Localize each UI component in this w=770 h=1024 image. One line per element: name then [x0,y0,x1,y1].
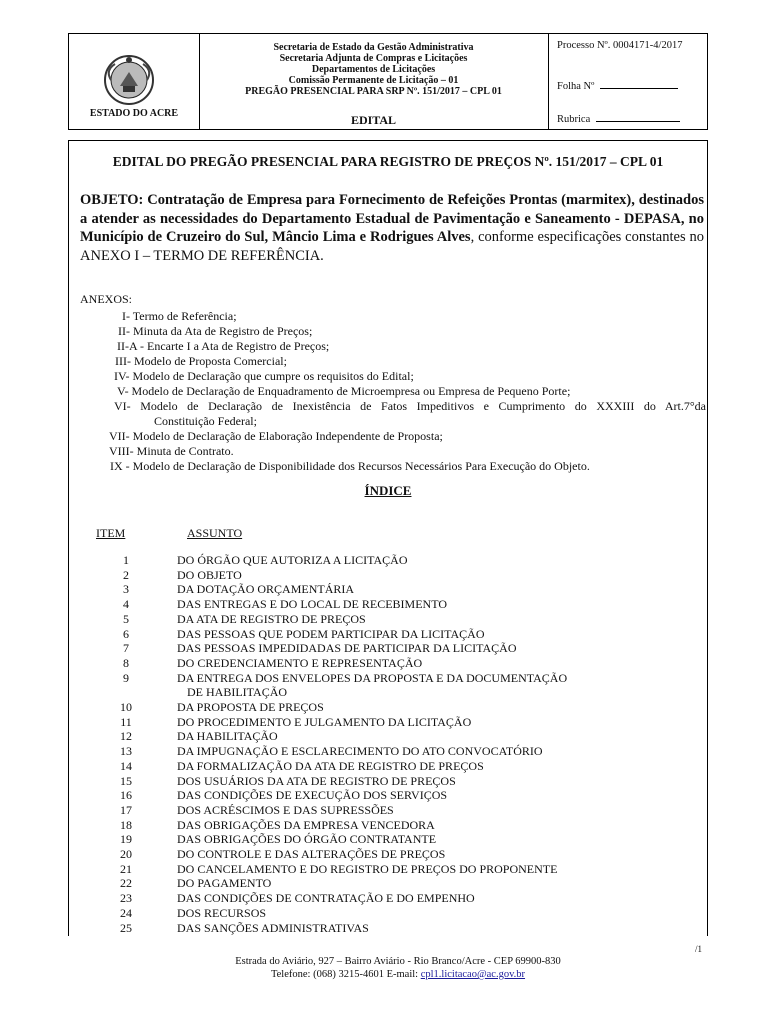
index-row-subject: DAS CONDIÇÕES DE EXECUÇÃO DOS SERVIÇOS [177,788,448,803]
index-row-subject: DA DOTAÇÃO ORÇAMENTÁRIA [177,582,355,597]
anexo-item: II-A - Encarte I a Ata de Registro de Preços; [117,339,330,353]
rubrica-blank [596,112,680,122]
index-row-number: 3 [123,582,129,597]
index-row-subject: DA ATA DE REGISTRO DE PREÇOS [177,611,366,626]
index-row-subject: DA HABILITAÇÃO [177,729,278,744]
state-seal-icon [101,52,157,108]
processo-number: Processo Nº. 0004171-4/2017 [557,40,683,51]
index-row-number: 16 [120,788,132,803]
index-row-number: 4 [123,597,129,612]
index-row-number: 6 [123,626,129,641]
anexo-item: VI- Modelo de Declaração de Inexistência de Fatos Impeditivos e Cumprimento do XXXIII do Art.7°da [114,399,706,413]
index-row-number: 20 [120,847,132,861]
footer-email-link[interactable]: cpl1.licitacao@ac.gov.br [420,969,526,980]
footer-address: Estrada do Aviário, 927 – Bairro Aviário - Rio Branco/Acre - CEP 69900-830 [235,956,561,967]
document-header [68,33,708,130]
anexo-item: VIII- Minuta de Contrato. [109,444,234,458]
col-header-assunto: ASSUNTO [187,526,243,540]
index-row-number: 2 [123,567,129,582]
index-row-number: 25 [120,920,132,935]
anexo-item: I- Termo de Referência; [122,309,237,323]
folha-field [557,79,678,92]
index-row-number: 5 [123,611,129,626]
header-line: Comissão Permanente de Licitação – 01 [288,75,459,86]
edital-label: EDITAL [350,113,397,127]
anexo-item: VII- Modelo de Declaração de Elaboração Independente de Proposta; [109,429,443,443]
index-row-subject: DO ÓRGÃO QUE AUTORIZA A LICITAÇÃO [177,553,408,567]
rubrica-field [557,112,680,125]
index-row-subject: DE HABILITAÇÃO [187,685,288,700]
footer-phone: Telefone: (068) 3215-4601 E-mail: [270,969,419,980]
objeto-bold: OBJETO: Contratação de Empresa para Fornecimento de Refeições Prontas (marmitex), destinados a atender as necessidades do Departamento Estadual de Pavimentação e Saneamento - DEPASA, no Município de Cruzeiro do Sul, Mâncio Lima e Rodrigues Alves [80,192,704,245]
index-row-subject: DO CREDENCIAMENTO E REPRESENTAÇÃO [177,655,423,670]
anexo-item: II- Minuta da Ata de Registro de Preços; [118,324,313,338]
index-row-subject: DAS SANÇÕES ADMINISTRATIVAS [177,920,369,935]
index-row-subject: DO OBJETO [177,567,242,582]
index-row-number: 8 [123,655,129,670]
index-row-number: 18 [120,817,132,832]
index-row-number: 10 [120,700,132,714]
header-line: Departamentos de Licitações [311,64,436,75]
index-row-subject: DO CANCELAMENTO E DO REGISTRO DE PREÇOS DO PROPONENTE [177,861,558,876]
anexo-item: V- Modelo de Declaração de Enquadramento de Microempresa ou Empresa de Pequeno Porte; [117,384,571,398]
indice-title: ÍNDICE [364,483,412,498]
index-row-number: 22 [120,876,132,891]
index-row-subject: DO PAGAMENTO [177,876,272,891]
index-row-subject: DO CONTROLE E DAS ALTERAÇÕES DE PREÇOS [177,847,446,861]
index-row-number: 11 [120,714,132,729]
anexo-item: III- Modelo de Proposta Comercial; [115,354,287,368]
index-row-number: 23 [120,891,132,906]
index-row-subject: DO PROCEDIMENTO E JULGAMENTO DA LICITAÇÃO [177,714,472,729]
header-line: PREGÃO PRESENCIAL PARA SRP Nº. 151/2017 – CPL 01 [245,86,502,97]
footer-contact [68,969,728,980]
index-row-number: 9 [123,670,129,685]
index-row-subject: DAS PESSOAS QUE PODEM PARTICIPAR DA LICITAÇÃO [177,626,485,641]
document-title: EDITAL DO PREGÃO PRESENCIAL PARA REGISTRO DE PREÇOS Nº. 151/2017 – CPL 01 [112,154,664,169]
header-line: Secretaria Adjunta de Compras e Licitações [279,53,468,64]
rubrica-label: Rubrica [557,114,591,125]
index-row-subject: DOS RECURSOS [177,905,267,920]
index-row-subject: DA ENTREGA DOS ENVELOPES DA PROPOSTA E DA DOCUMENTAÇÃO [177,670,568,685]
index-row-number: 7 [123,641,129,656]
header-center-cell [199,34,549,129]
objeto-rest: , conforme especificações constantes no ANEXO I – TERMO DE REFERÊNCIA. [80,229,704,264]
index-row-number: 19 [120,832,132,847]
anexo-item: IX - Modelo de Declaração de Disponibilidade dos Recursos Necessários Para Execução do Objeto. [110,459,590,473]
objeto-paragraph [80,191,704,265]
folha-label: Folha Nº [557,81,595,92]
index-row-number: 15 [120,773,132,788]
anexos-heading: ANEXOS: [80,292,133,306]
index-row-subject: DOS USUÁRIOS DA ATA DE REGISTRO DE PREÇOS [177,773,456,788]
folha-blank [600,79,678,89]
index-row-subject: DA IMPUGNAÇÃO E ESCLARECIMENTO DO ATO CONVOCATÓRIO [177,744,543,759]
index-row-number: 24 [120,905,132,920]
index-row-subject: DA PROPOSTA DE PREÇOS [177,700,324,714]
index-row-subject: DAS OBRIGAÇÕES DA EMPRESA VENCEDORA [177,817,435,832]
index-row-number: 13 [120,744,132,759]
index-row-number: 1 [123,553,129,567]
index-row-subject: DAS ENTREGAS E DO LOCAL DE RECEBIMENTO [177,597,447,612]
header-line: Secretaria de Estado da Gestão Administrativa [273,42,474,53]
index-row-subject: DAS PESSOAS IMPEDIDADAS DE PARTICIPAR DA LICITAÇÃO [177,641,517,656]
index-row-subject: DA FORMALIZAÇÃO DA ATA DE REGISTRO DE PREÇOS [177,758,484,773]
index-row-subject: DAS CONDIÇÕES DE CONTRATAÇÃO E DO EMPENHO [177,891,475,906]
header-logo-cell [69,34,200,129]
page-marker: /1 [695,944,703,954]
index-row-subject: DOS ACRÉSCIMOS E DAS SUPRESSÕES [177,802,394,817]
index-row-number: 21 [120,861,132,876]
estado-label: ESTADO DO ACRE [89,108,179,119]
index-row-number: 12 [120,729,132,744]
anexo-item: IV- Modelo de Declaração que cumpre os requisitos do Edital; [114,369,414,383]
col-header-item: ITEM [96,526,126,540]
anexo-item-continuation: Constituição Federal; [154,414,257,428]
index-row-number: 14 [120,758,132,773]
index-row-subject: DAS OBRIGAÇÕES DO ÓRGÃO CONTRATANTE [177,832,437,847]
index-row-number: 17 [120,802,132,817]
header-right-cell [548,34,707,129]
